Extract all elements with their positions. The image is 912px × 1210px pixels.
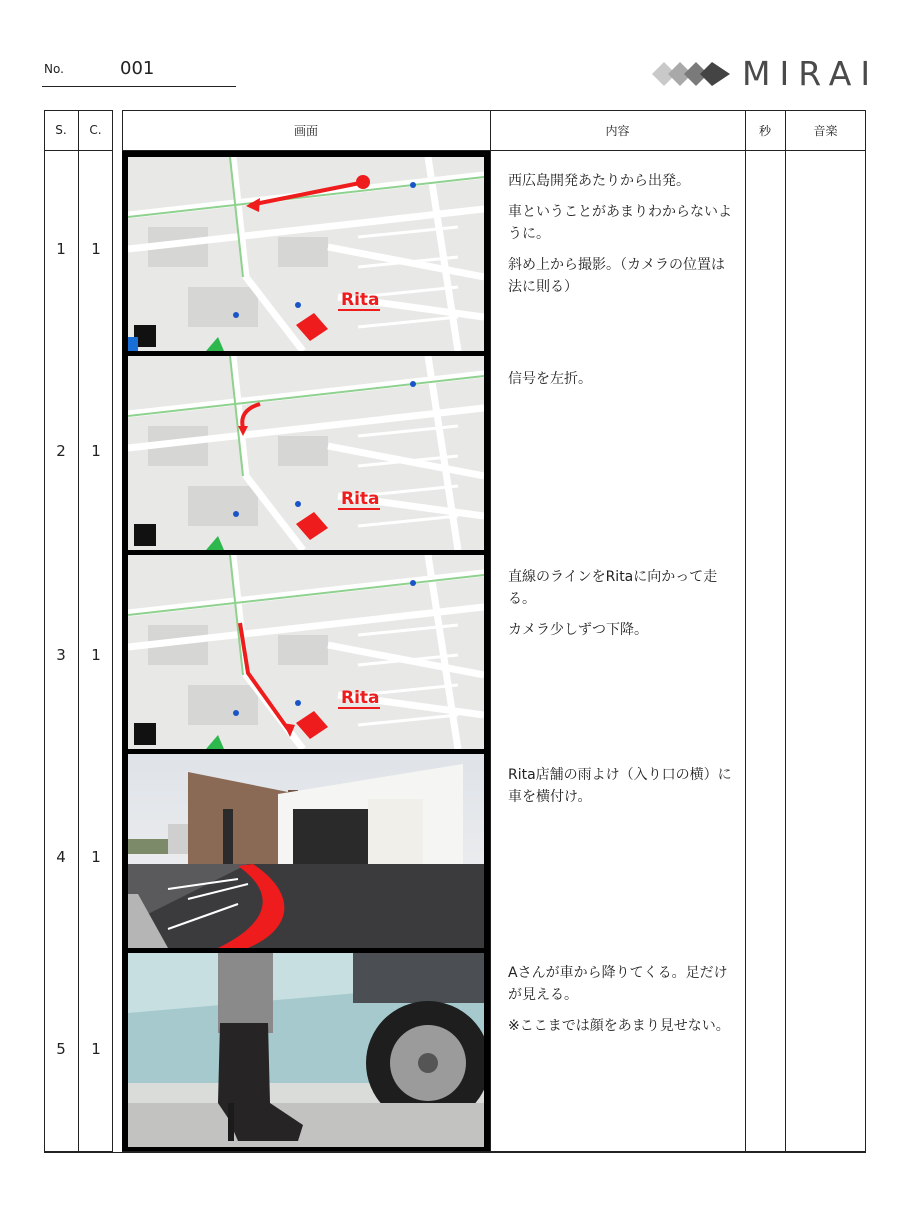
row2-content (508, 368, 738, 399)
row1-content-line: 斜め上から撮影。（カメラの位置は法に則る） (508, 257, 725, 295)
row1-map-image (128, 157, 484, 351)
row5-car-boot-image (128, 953, 484, 1147)
header-music: 音楽 (813, 123, 838, 138)
row5-scene: 5 (56, 1040, 66, 1058)
row-separator (44, 1152, 866, 1153)
row3-map-label: Rita (341, 688, 380, 708)
row5-content-line: Aさんが車から降りてくる。足だけが見える。 (508, 965, 728, 1003)
screen-content-divider (490, 110, 491, 1152)
mirai-logo (650, 54, 880, 93)
row4-content-line: Rita店舗の雨よけ（入り口の横）に車を横付け。 (508, 767, 732, 805)
scene-cut-divider (78, 110, 79, 1152)
row2-content-line: 信号を左折。 (508, 371, 592, 387)
sheet-number-underline (42, 86, 236, 87)
row5-cut: 1 (91, 1040, 101, 1058)
row1-map-label: Rita (341, 290, 380, 310)
logo-wordmark: MIRAI (742, 54, 880, 93)
row3-content-line: カメラ少しずつ下降。 (508, 622, 648, 638)
row2-cut: 1 (91, 442, 101, 460)
header-content: 内容 (605, 123, 630, 138)
row2-map-label: Rita (341, 489, 380, 509)
header-cut: C. (89, 123, 102, 137)
logo-chevrons-icon (650, 56, 740, 92)
row1-content-line: 車ということがあまりわからないように。 (508, 204, 732, 242)
row1-content (508, 170, 738, 307)
sheet-number-value: 001 (120, 58, 155, 79)
header-screen: 画面 (293, 123, 318, 138)
row2-map-image (128, 356, 484, 550)
row2-scene: 2 (56, 442, 66, 460)
row5-content (508, 962, 738, 1046)
content-seconds-divider (745, 110, 746, 1152)
header-seconds: 秒 (758, 123, 771, 138)
row4-content (508, 764, 738, 817)
row4-scene: 4 (56, 848, 66, 866)
header-scene: S. (55, 123, 67, 137)
seconds-music-divider (785, 110, 786, 1152)
row1-content-line: 西広島開発あたりから出発。 (508, 173, 690, 189)
row3-map-image (128, 555, 484, 749)
row4-storefront-image (128, 754, 484, 948)
scene-cut-header-line (44, 150, 113, 151)
row3-content (508, 566, 738, 650)
sheet-number-label: No. (44, 62, 64, 76)
row1-cut: 1 (91, 240, 101, 258)
row3-cut: 1 (91, 646, 101, 664)
row5-content-line: ※ここまでは顔をあまり見せない。 (508, 1018, 730, 1034)
row3-content-line: 直線のラインをRitaに向かって走る。 (508, 569, 718, 607)
row4-cut: 1 (91, 848, 101, 866)
row3-scene: 3 (56, 646, 66, 664)
row1-scene: 1 (56, 240, 66, 258)
